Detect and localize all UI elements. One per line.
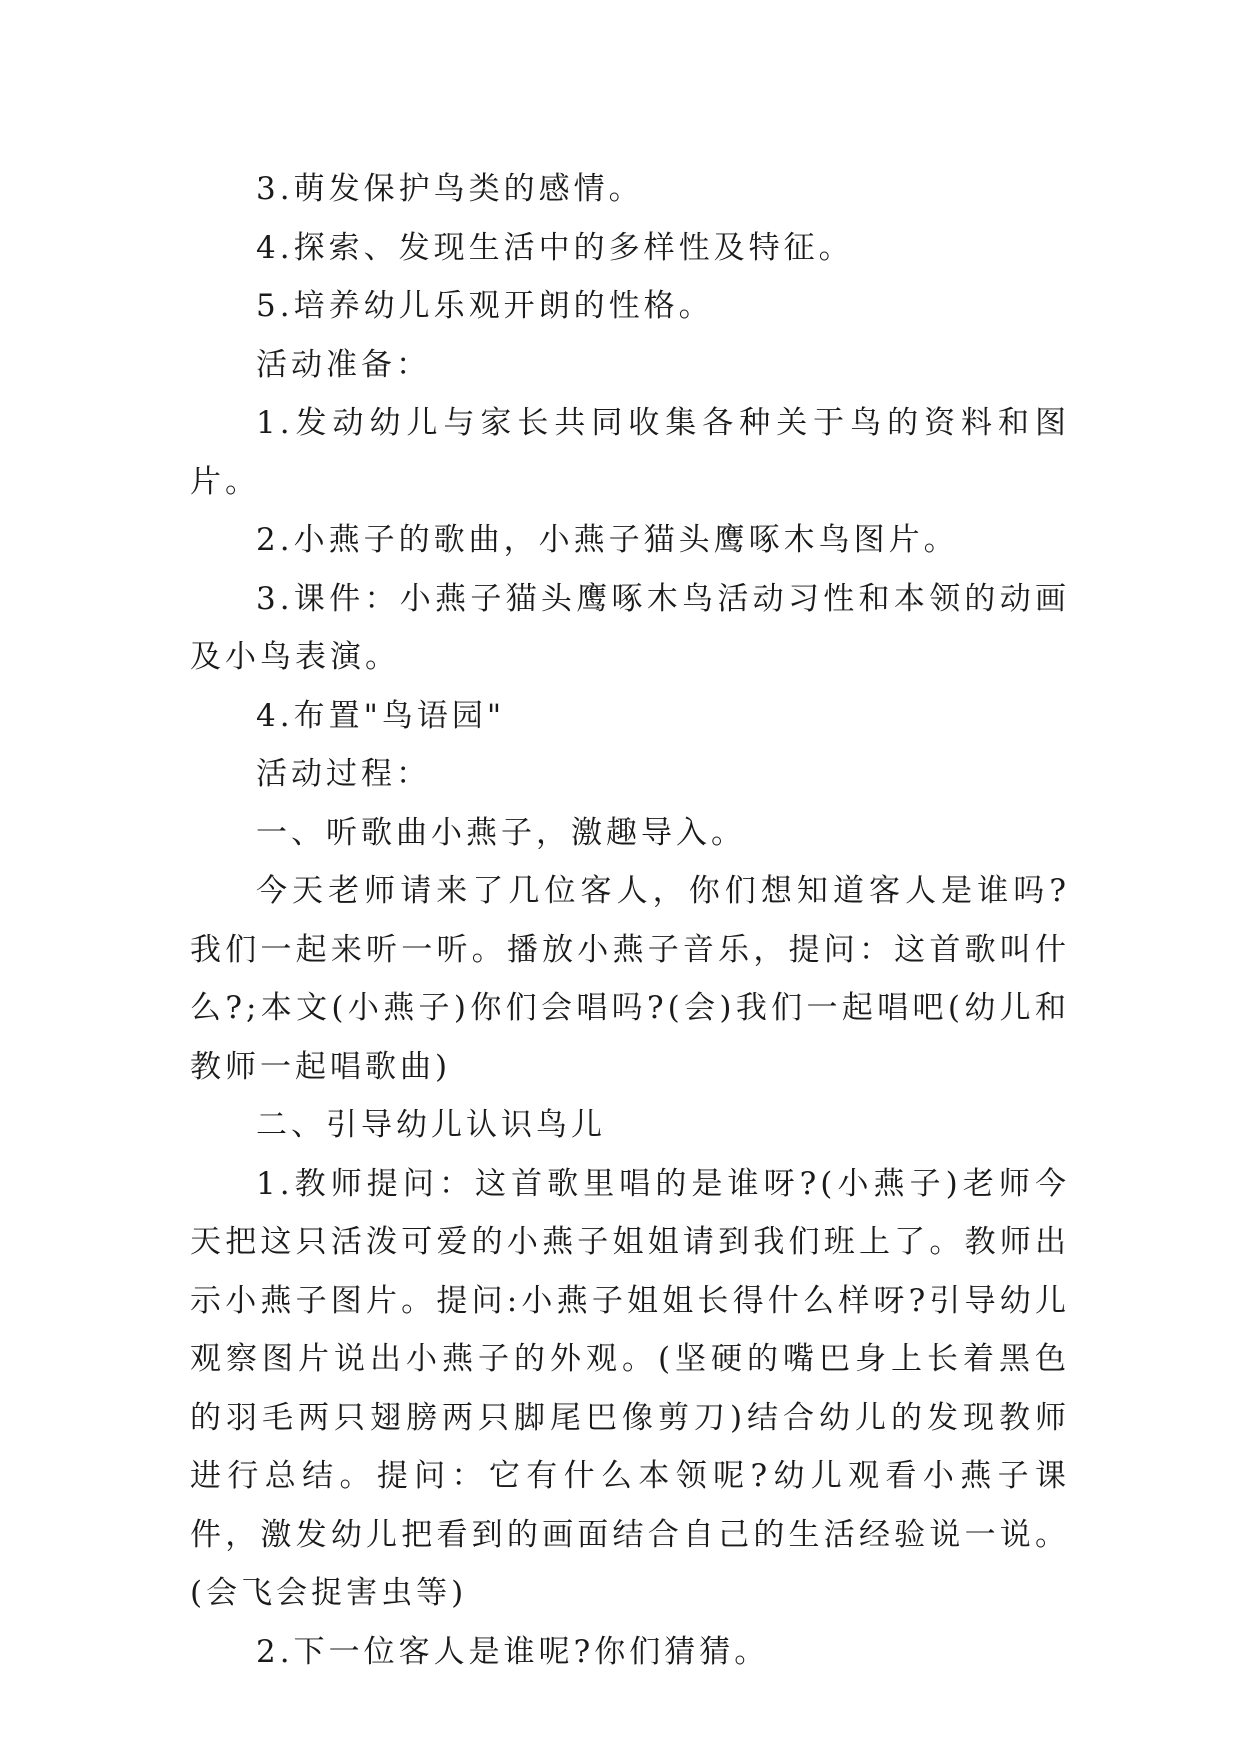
- paragraph-goal-4: 4.探索、发现生活中的多样性及特征。: [256, 229, 854, 266]
- step-heading-1: 一、听歌曲小燕子，激趣导入。: [256, 814, 746, 851]
- paragraph-step-1-body: 今天老师请来了几位客人，你们想知道客人是谁吗?我们一起来听一听。播放小燕子音乐，提问：这首歌叫什么?;本文(小燕子)你们会唱吗?(会)我们一起唱吧(幼儿和教师一起唱歌曲): [190, 873, 1070, 1085]
- document-body: [190, 160, 1070, 1681]
- paragraph-prep-2: 2.小燕子的歌曲，小燕子猫头鹰啄木鸟图片。: [256, 522, 959, 558]
- paragraph-goal-5: 5.培养幼儿乐观开朗的性格。: [256, 288, 714, 324]
- paragraph-prep-4: 4.布置"鸟语园": [256, 697, 506, 734]
- paragraph-prep-1: 1.发动幼儿与家长共同收集各种关于鸟的资料和图片。: [190, 405, 1070, 500]
- paragraph-step-2-item-1: 1.教师提问：这首歌里唱的是谁呀?(小燕子)老师今天把这只活泼可爱的小燕子姐姐请到我们班上了。教师出示小燕子图片。提问:小燕子姐姐长得什么样呀?引导幼儿观察图片说出小燕子的外观。(坚硬的嘴巴身上长着黑色的羽毛两只翅膀两只脚尾巴像剪刀)结合幼儿的发现教师进行总结。提问：它有什么本领呢?幼儿观看小燕子课件，激发幼儿把看到的画面结合自己的生活经验说一说。(会飞会捉害虫等): [190, 1165, 1070, 1611]
- paragraph-goal-3: 3.萌发保护鸟类的感情。: [256, 171, 644, 207]
- section-heading-process: 活动过程：: [256, 756, 431, 792]
- paragraph-prep-3: 3.课件：小燕子猫头鹰啄木鸟活动习性和本领的动画及小鸟表演。: [190, 580, 1070, 675]
- section-heading-preparation: 活动准备：: [256, 346, 431, 383]
- paragraph-step-2-item-2: 2.下一位客人是谁呢?你们猜猜。: [256, 1633, 770, 1670]
- step-heading-2: 二、引导幼儿认识鸟儿: [256, 1107, 606, 1143]
